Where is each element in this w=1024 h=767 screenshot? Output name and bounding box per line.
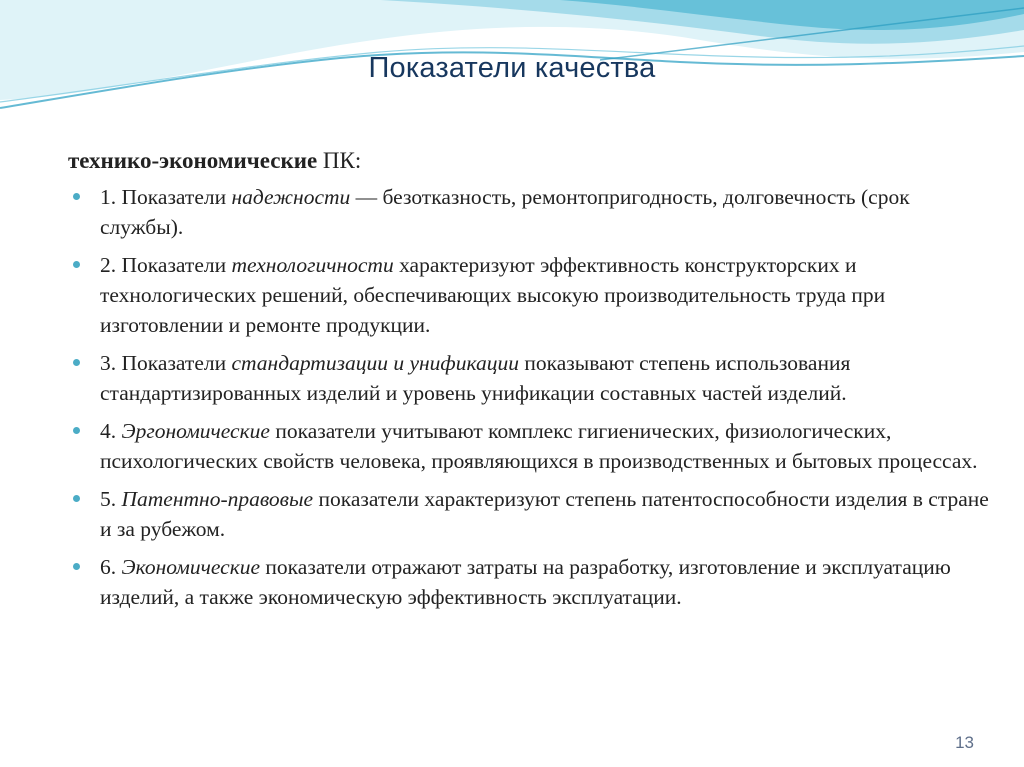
item-text: 6.: [100, 555, 122, 579]
bullet-icon: [73, 193, 80, 200]
item-emphasis: Патентно-правовые: [121, 487, 314, 511]
quality-indicator-list: [68, 182, 998, 612]
item-text: показатели отражают затраты на разработку, изготовление и эксплуатацию изделий, а также экономическую эффективность эксплуатации.: [100, 555, 951, 609]
item-text: 4.: [100, 419, 122, 443]
item-emphasis: надежности: [231, 185, 351, 209]
list-item: [68, 484, 998, 544]
slide-title: Показатели качества: [368, 52, 656, 84]
item-emphasis: технологичности: [231, 253, 394, 277]
subheading-bold: технико-экономические: [68, 148, 318, 173]
list-item: [68, 348, 998, 408]
bullet-icon: [73, 261, 80, 268]
item-text: 5.: [100, 487, 122, 511]
list-item: [68, 182, 998, 242]
item-text: показатели учитывают комплекс гигиенических, физиологических, психологических свойств человека, проявляющихся в производственных и бытовых процессах.: [100, 419, 978, 473]
item-text: — безотказность, ремонтопригодность, долговечность (срок службы).: [100, 185, 910, 239]
list-item: [68, 250, 998, 340]
item-text: показатели характеризуют степень патентоспособности изделия в стране и за рубежом.: [100, 487, 989, 541]
subheading: [68, 146, 998, 176]
list-item: [68, 552, 998, 612]
list-item: [68, 416, 998, 476]
item-text: 1. Показатели: [100, 185, 232, 209]
subheading-rest: ПК:: [317, 148, 362, 173]
item-emphasis: Эргономические: [121, 419, 270, 443]
item-emphasis: Экономические: [121, 555, 261, 579]
bullet-icon: [73, 563, 80, 570]
item-text: показывают степень использования стандартизированных изделий и уровень унификации составных частей изделий.: [100, 351, 851, 405]
slide-content: [68, 146, 998, 620]
page-number: 13: [955, 733, 974, 752]
bullet-icon: [73, 495, 80, 502]
bullet-icon: [73, 359, 80, 366]
item-text: 3. Показатели: [100, 351, 232, 375]
bullet-icon: [73, 427, 80, 434]
item-emphasis: стандартизации и унификации: [231, 351, 519, 375]
item-text: 2. Показатели: [100, 253, 232, 277]
item-text: характеризуют эффективность конструкторских и технологических решений, обеспечивающих высокую производительность труда при изготовлении и ремонте продукции.: [100, 253, 886, 337]
